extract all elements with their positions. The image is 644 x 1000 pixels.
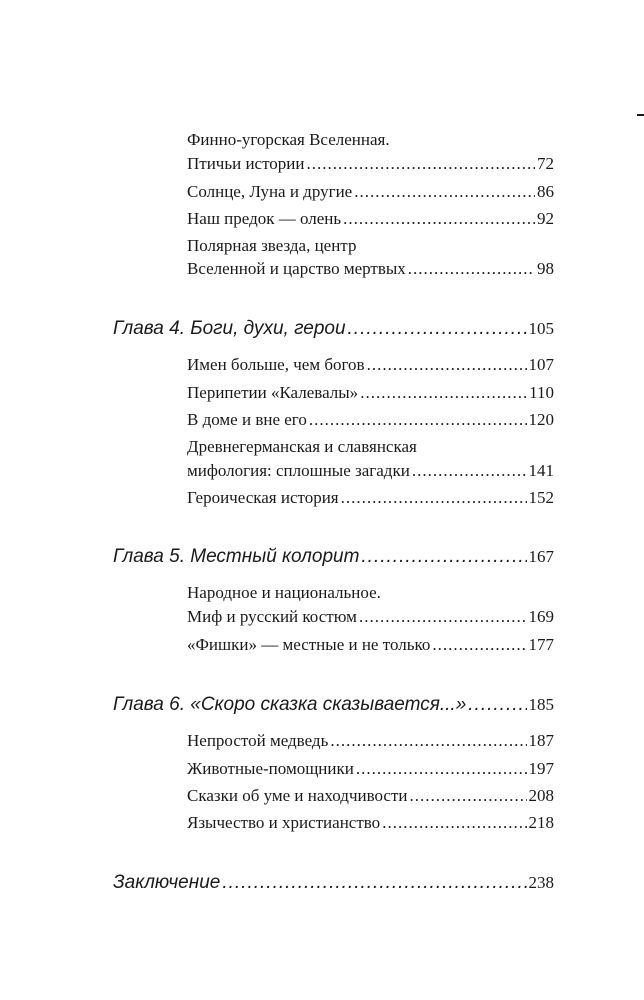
dot-leader: [356, 759, 527, 779]
toc-page-number: 167: [528, 547, 554, 566]
dot-leader: [361, 546, 526, 568]
dot-leader: [330, 731, 526, 751]
toc-entry[interactable]: [187, 461, 554, 481]
toc-entry[interactable]: [187, 635, 554, 655]
toc-entry[interactable]: [187, 383, 554, 403]
toc-page-number: 197: [528, 759, 554, 778]
toc-entry-title: мифология: сплошные загадки: [187, 461, 410, 480]
toc-page-number: 105: [528, 319, 554, 338]
dot-leader: [367, 355, 527, 375]
dot-leader: [309, 410, 527, 430]
toc-chapter-6[interactable]: [113, 694, 554, 716]
toc-page-number: 185: [528, 695, 554, 714]
toc-entry-title: Язычество и христианство: [187, 813, 381, 832]
toc-entry[interactable]: [187, 731, 554, 751]
dot-leader: [410, 786, 527, 806]
toc-entry[interactable]: [187, 154, 554, 174]
toc-entry-first-line: Финно-угорская Вселенная.: [187, 130, 390, 149]
toc-page-number: 238: [528, 873, 554, 892]
toc-entry-title: «Фишки» — местные и не только: [187, 635, 431, 654]
toc-entry[interactable]: [187, 759, 554, 779]
toc-entry-title: Наш предок — олень: [187, 209, 342, 228]
toc-chapter-title: Заключение: [113, 872, 221, 893]
dot-leader: [343, 209, 535, 229]
toc-entry[interactable]: [187, 607, 554, 627]
toc-conclusion[interactable]: [113, 872, 554, 894]
dot-leader: [341, 488, 527, 508]
toc-entry-title: Сказки об уме и находчивости: [187, 786, 408, 805]
toc-page-number: 98: [537, 259, 554, 278]
dot-leader: [307, 154, 536, 174]
toc-entry-title: Вселенной и царство мертвых: [187, 259, 406, 278]
toc-entry-title: Имен больше, чем богов: [187, 355, 365, 374]
toc-chapter-title: Глава 6. «Скоро сказка сказывается...»: [113, 694, 467, 715]
toc-entry[interactable]: [187, 259, 554, 279]
dot-leader: [408, 259, 535, 279]
dot-leader: [222, 872, 526, 894]
toc-entry-title: Непростой медведь: [187, 731, 329, 750]
toc-page-number: 141: [528, 461, 554, 480]
toc-page-number: 92: [537, 209, 554, 228]
toc-entry-title: В доме и вне его: [187, 410, 307, 429]
toc-entry[interactable]: [187, 209, 554, 229]
toc-chapter-title: Глава 4. Боги, духи, герои: [113, 318, 346, 339]
toc-chapter-4[interactable]: [113, 318, 554, 340]
toc-page-number: 120: [528, 410, 554, 429]
toc-entry-title: Птичьи истории: [187, 154, 305, 173]
toc-entry-title: Героическая история: [187, 488, 339, 507]
dot-leader: [348, 318, 527, 340]
toc-entry-first-line: Полярная звезда, центр: [187, 236, 357, 255]
toc-page-number: 187: [528, 731, 554, 750]
toc-entry[interactable]: [187, 182, 554, 202]
toc-entry-first-line: Народное и национальное.: [187, 583, 381, 602]
toc-page-number: 208: [528, 786, 554, 805]
toc-entry-title: Перипетии «Калевалы»: [187, 383, 359, 402]
dot-leader: [354, 182, 535, 202]
toc-page-number: 110: [529, 383, 554, 402]
toc-entry-title: Солнце, Луна и другие: [187, 182, 353, 201]
toc-page-number: 177: [528, 635, 554, 654]
dot-leader: [382, 813, 526, 833]
dot-leader: [412, 461, 527, 481]
toc-chapter-5[interactable]: [113, 546, 554, 568]
toc-page-number: 86: [537, 182, 554, 201]
toc-entry[interactable]: [187, 410, 554, 430]
toc-entry-title: Животные-помощники: [187, 759, 354, 778]
dot-leader: [468, 694, 526, 716]
toc-entry-first-line: Древнегерманская и славянская: [187, 437, 417, 456]
toc-page-number: 218: [528, 813, 554, 832]
toc-entry[interactable]: [187, 355, 554, 375]
toc-entry[interactable]: [187, 786, 554, 806]
margin-mark: [637, 114, 644, 116]
dot-leader: [359, 607, 527, 627]
dot-leader: [432, 635, 526, 655]
dot-leader: [360, 383, 527, 403]
toc-page-number: 107: [528, 355, 554, 374]
toc-entry[interactable]: [187, 488, 554, 508]
toc-page-number: 169: [528, 607, 554, 626]
toc-page-number: 72: [537, 154, 554, 173]
toc-page-number: 152: [528, 488, 554, 507]
toc-entry[interactable]: [187, 813, 554, 833]
toc-entry-title: Миф и русский костюм: [187, 607, 357, 626]
toc-chapter-title: Глава 5. Местный колорит: [113, 546, 360, 567]
